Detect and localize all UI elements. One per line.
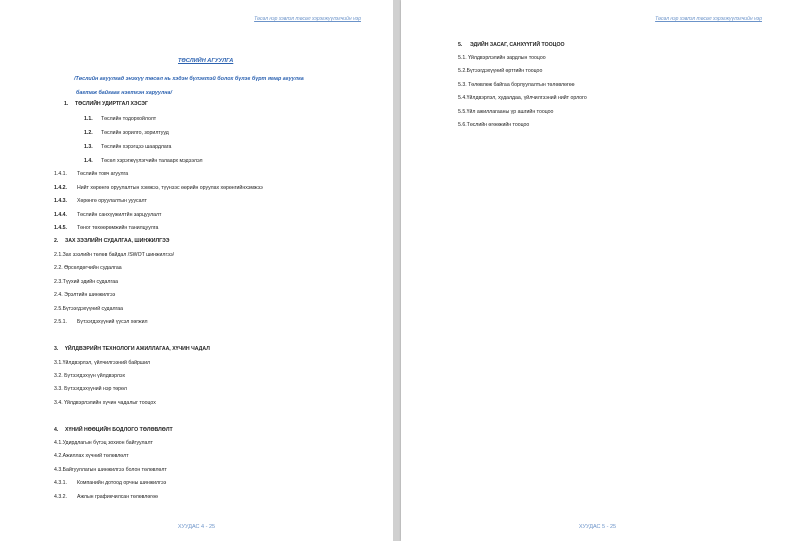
toc-item-5-4[interactable]: 5.4.Үйлдвэрлэл, худалдаа, үйлчилгээний нийт орлого bbox=[458, 95, 587, 101]
document-page-right bbox=[401, 0, 794, 541]
toc-item-5-5[interactable]: 5.5.Үйл ажиллагааны үр ашгийн тооцоо bbox=[458, 109, 554, 115]
section-label: ҮЙЛДВЭРИЙН ТЕХНОЛОГИ АЖИЛЛАГАА, ХҮЧИН ЧАДАЛ bbox=[65, 346, 210, 352]
section-label: ЗАХ ЗЭЭЛИЙН СУДАЛГАА, ШИНЖИЛГЭЭ bbox=[65, 238, 170, 244]
item-label: Нийт хөрөнгө оруулалтын хэмжээ, түүнээс өөрийн оруулах хөрөнгийнхэмжээ bbox=[77, 185, 263, 191]
item-label: Төслийн товч агуулга bbox=[77, 171, 129, 177]
item-number: 2.5.1. bbox=[54, 319, 67, 325]
toc-item-1-4-4[interactable] bbox=[54, 212, 161, 219]
page-footer: ХУУДАС 4 - 25 bbox=[177, 524, 216, 530]
item-label: Төслийн тодорхойлолт bbox=[101, 116, 157, 122]
toc-item-2-4[interactable]: 2.4. Эрэлтийн шинжилгээ bbox=[54, 292, 116, 298]
toc-section-5[interactable] bbox=[458, 42, 565, 49]
page-header: Төсөл нэр хэвлэл төсөл хэрэгжүүлэгчийн нэр bbox=[655, 16, 762, 22]
toc-item-3-1[interactable]: 3.1.Үйлдвэрлэл, үйлчилгээний байршил bbox=[54, 360, 150, 366]
toc-subtitle-line-2: багтаж байгааг нэгтгэн харуулна/ bbox=[76, 90, 172, 96]
toc-item-2-5-1[interactable] bbox=[54, 319, 148, 326]
page-footer: ХУУДАС 5 - 25 bbox=[578, 524, 617, 530]
item-label: Төслийн зорилго, зорилтууд bbox=[101, 130, 169, 136]
section-number: 2. bbox=[54, 238, 59, 244]
item-number: 1.1. bbox=[84, 116, 93, 122]
toc-item-4-2[interactable]: 4.2.Ажиллах хүчний төлөвлөлт bbox=[54, 453, 129, 459]
item-label: Ажлын графикчилсан төлөвлөгөө bbox=[77, 494, 158, 500]
item-label: Компанийн дотоод орчны шинжилгээ bbox=[77, 480, 167, 486]
item-label: Хөрөнгө оруулалтын ууусалт bbox=[77, 198, 147, 204]
toc-item-1-3[interactable] bbox=[84, 144, 171, 151]
toc-item-1-4-1[interactable] bbox=[54, 171, 128, 178]
section-label: ХҮНИЙ НӨӨЦИЙН БОДЛОГО ТӨЛӨВЛӨЛТ bbox=[65, 427, 173, 433]
toc-item-1-4-5[interactable] bbox=[54, 225, 158, 232]
toc-item-3-2[interactable]: 3.2. Бүтээгдэхүүн үйлдвэрлэх bbox=[54, 373, 126, 379]
item-number: 1.2. bbox=[84, 130, 93, 136]
item-number: 1.4. bbox=[84, 158, 93, 164]
toc-item-4-3-1[interactable] bbox=[54, 480, 166, 487]
toc-item-2-3[interactable]: 2.3.Түүхий эдийн судалгаа bbox=[54, 279, 119, 285]
page-gutter bbox=[393, 0, 401, 541]
item-label: Төслийн хэрэгцээ шаардлага bbox=[101, 144, 172, 150]
section-label: ТӨСЛИЙН УДИРТГАЛ ХЭСЭГ bbox=[75, 101, 148, 107]
toc-item-3-3[interactable]: 3.3. Бүтээгдэхүүний нэр төрөл bbox=[54, 386, 127, 392]
item-label: Төног төхөөрөмжийн танилцуулга bbox=[77, 225, 159, 231]
toc-item-2-1[interactable]: 2.1.Зах зээлийн төлөв байдал /SWOT шинжилгээ/ bbox=[54, 252, 175, 258]
toc-subtitle-line-1: /Төслийн агуулгад энэхүү төсөл нь хэдэн бүлэгтэй болох бүлэг бүрт ямар агуулга bbox=[74, 76, 304, 82]
toc-item-1-4-3[interactable] bbox=[54, 198, 147, 205]
section-number: 5. bbox=[458, 42, 463, 48]
toc-item-5-3[interactable]: 5.3. Төлөвлөж байгаа борлуулалтын төлөвлөгөө bbox=[458, 82, 575, 88]
item-number: 4.3.2. bbox=[54, 494, 67, 500]
toc-section-2[interactable] bbox=[54, 238, 169, 245]
toc-title: ТӨСЛИЙН АГУУЛГА bbox=[178, 58, 234, 64]
toc-item-3-4[interactable]: 3.4. Үйлдвэрлэлийн хүчин чадалыг тооцох bbox=[54, 400, 156, 406]
item-label: Бүтээгдэхүүний үүсэл хөгжил bbox=[77, 319, 148, 325]
toc-section-4[interactable] bbox=[54, 427, 173, 434]
toc-item-2-2[interactable]: 2.2. Өрсөлдөгчийн судалгаа bbox=[54, 265, 122, 271]
item-label: Төслийн санхүүжилтйн зарцуулалт bbox=[77, 212, 162, 218]
document-page-left bbox=[0, 0, 393, 541]
toc-item-5-1[interactable]: 5.1. Үйлдвэрлэлийн зардлын тооцоо bbox=[458, 55, 546, 61]
toc-item-4-3[interactable]: 4.3.Байгууллагын шинжилгээ болон төлөвлөлт bbox=[54, 467, 167, 473]
toc-item-1-1[interactable] bbox=[84, 116, 156, 123]
item-number: 1.3. bbox=[84, 144, 93, 150]
item-number: 4.3.1. bbox=[54, 480, 67, 486]
toc-item-4-3-2[interactable] bbox=[54, 494, 158, 501]
item-number: 1.4.4. bbox=[54, 212, 67, 218]
item-number: 1.4.5. bbox=[54, 225, 67, 231]
page-header: Төсөл нэр хэвлэл төсөл хэрэгжүүлэгчийн нэр bbox=[254, 16, 361, 22]
toc-item-4-1[interactable]: 4.1.Удирдлагын бүтэц зохион байгуулалт bbox=[54, 440, 153, 446]
item-label: Төсөл хэрэгжүүлэгчийн талаарх мэдээлэл bbox=[101, 158, 203, 164]
section-number: 4. bbox=[54, 427, 59, 433]
toc-section-1[interactable] bbox=[64, 101, 148, 108]
toc-item-1-2[interactable] bbox=[84, 130, 169, 137]
item-number: 1.4.3. bbox=[54, 198, 67, 204]
section-label: ЭДИЙН ЗАСАГ, САНХҮҮГИЙ ТООЦОО bbox=[470, 42, 565, 48]
section-number: 3. bbox=[54, 346, 59, 352]
toc-section-3[interactable] bbox=[54, 346, 210, 353]
toc-item-1-4[interactable] bbox=[84, 158, 203, 165]
toc-item-1-4-2[interactable] bbox=[54, 185, 263, 192]
item-number: 1.4.1. bbox=[54, 171, 67, 177]
toc-item-5-2[interactable]: 5.2.Бүтээгдэхүүний өртгийн тооцоо bbox=[458, 68, 543, 74]
toc-item-2-5[interactable]: 2.5.Бүтээгдэхүүний судалгаа bbox=[54, 306, 124, 312]
section-number: 1. bbox=[64, 101, 69, 107]
toc-item-5-6[interactable]: 5.6.Төслийн өгөөжийн тооцоо bbox=[458, 122, 530, 128]
item-number: 1.4.2. bbox=[54, 185, 67, 191]
